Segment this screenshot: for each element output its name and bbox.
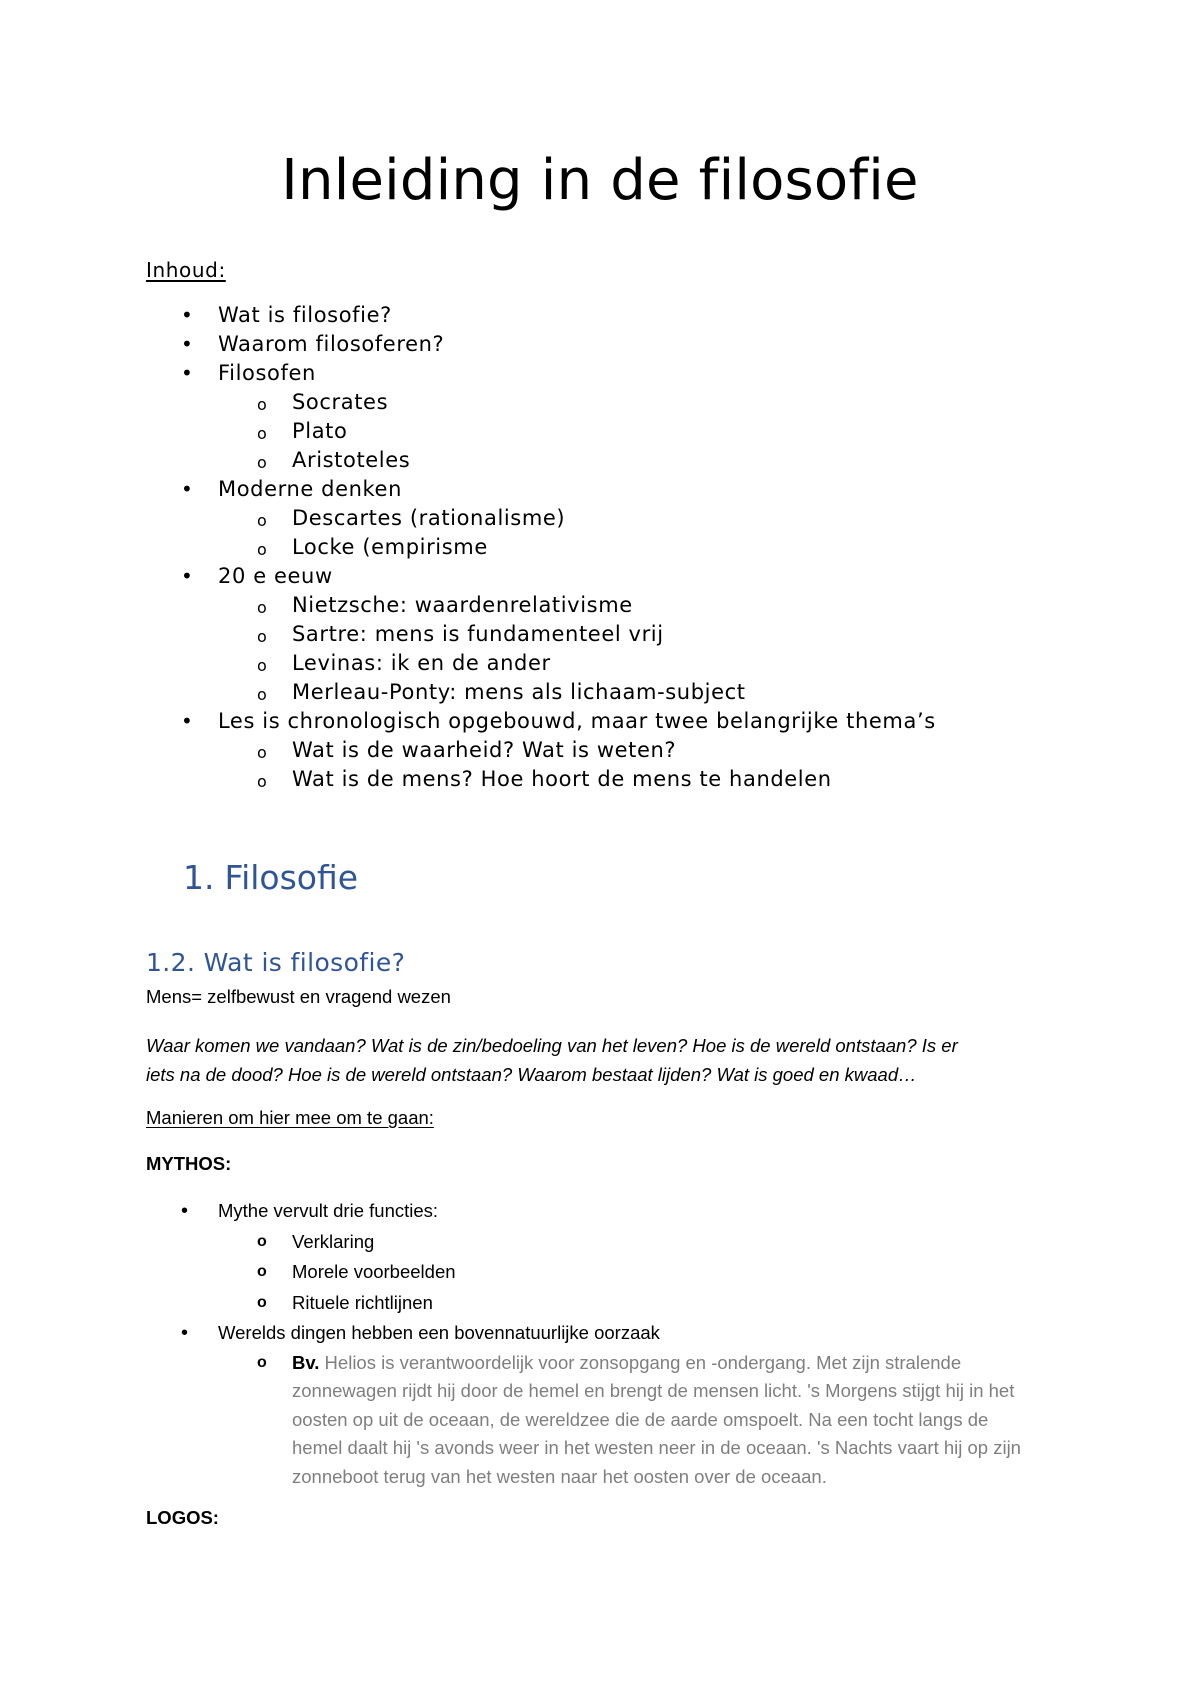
- section-title: Filosofie: [224, 858, 359, 897]
- list-item: • Mythe vervult drie functies:: [146, 1196, 1106, 1227]
- section-number: 1.: [183, 858, 215, 897]
- circle-bullet-icon: o: [257, 1353, 267, 1371]
- document-title: Inleiding in de filosofie: [281, 148, 919, 213]
- subsection-heading: 1.2. Wat is filosofie?: [146, 948, 406, 977]
- list-item: • Filosofen: [146, 359, 1106, 388]
- list-item: • Les is chronologisch opgebouwd, maar twee belangrijke thema’s: [146, 707, 1106, 736]
- list-item: o Rituele richtlijnen: [146, 1288, 1106, 1319]
- list-item: • Werelds dingen hebben een bovennatuurlijke oorzaak: [146, 1318, 1106, 1349]
- bullet-icon: •: [181, 1200, 189, 1222]
- circle-bullet-icon: o: [257, 656, 268, 675]
- list-item: o Wat is de mens? Hoe hoort de mens te handelen: [146, 765, 1106, 794]
- circle-bullet-icon: o: [257, 511, 268, 530]
- contents-heading: Inhoud:: [146, 258, 226, 282]
- example-line: hemel daalt hij 's avonds weer in het westen neer in de oceaan. 's Nachts vaart hij op zijn: [292, 1437, 1021, 1458]
- section-heading-filosofie: [183, 858, 358, 897]
- approach-heading: Manieren om hier mee om te gaan:: [146, 1107, 434, 1128]
- circle-bullet-icon: o: [257, 598, 268, 617]
- list-item: • Wat is filosofie?: [146, 301, 1106, 330]
- circle-bullet-icon: o: [257, 627, 268, 646]
- list-item: o Descartes (rationalisme): [146, 504, 1106, 533]
- circle-bullet-icon: o: [257, 743, 268, 762]
- lead-sentence: Mens= zelfbewust en vragend wezen: [146, 986, 451, 1007]
- list-item: o Wat is de waarheid? Wat is weten?: [146, 736, 1106, 765]
- mythos-list: [146, 1196, 1106, 1499]
- list-item: • Waarom filosoferen?: [146, 330, 1106, 359]
- circle-bullet-icon: o: [257, 772, 268, 791]
- paragraph-line: iets na de dood? Hoe is de wereld ontstaan? Waarom bestaat lijden? Wat is goed en kwaad…: [146, 1064, 917, 1085]
- questions-paragraph: [146, 1031, 958, 1089]
- list-item: o Socrates: [146, 388, 1106, 417]
- table-of-contents: [146, 301, 1106, 794]
- bullet-icon: •: [181, 477, 194, 501]
- circle-bullet-icon: o: [257, 1263, 267, 1280]
- mythos-heading: MYTHOS:: [146, 1153, 232, 1174]
- list-item: o Levinas: ik en de ander: [146, 649, 1106, 678]
- list-item: • Moderne denken: [146, 475, 1106, 504]
- bullet-icon: •: [181, 709, 194, 733]
- bullet-icon: •: [181, 564, 194, 588]
- bullet-icon: •: [181, 361, 194, 385]
- list-item: o Morele voorbeelden: [146, 1257, 1106, 1288]
- logos-heading: LOGOS:: [146, 1507, 219, 1528]
- bullet-icon: •: [181, 1322, 189, 1344]
- bullet-icon: •: [181, 332, 194, 356]
- list-item: o Aristoteles: [146, 446, 1106, 475]
- circle-bullet-icon: o: [257, 395, 268, 414]
- example-line: zonneboot terug van het westen naar het oosten over de oceaan.: [292, 1465, 827, 1487]
- example-line: zonnewagen rijdt hij door de hemel en brengt de mensen licht. 's Morgens stijgt hij in het: [292, 1380, 1015, 1401]
- list-item: o Sartre: mens is fundamenteel vrij: [146, 620, 1106, 649]
- circle-bullet-icon: o: [257, 540, 268, 559]
- circle-bullet-icon: o: [257, 1293, 267, 1311]
- example-text: [292, 1349, 1200, 1492]
- circle-bullet-icon: o: [257, 424, 268, 443]
- example-line: Helios is verantwoordelijk voor zonsopgang en -ondergang. Met zijn stralende: [319, 1351, 962, 1373]
- list-item: o Locke (empirisme: [146, 533, 1106, 562]
- list-item: o Merleau-Ponty: mens als lichaam-subject: [146, 678, 1106, 707]
- list-item: o Nietzsche: waardenrelativisme: [146, 591, 1106, 620]
- example-line: oosten op uit de oceaan, de wereldzee die de aarde omspoelt. Na een tocht langs de: [292, 1408, 989, 1430]
- circle-bullet-icon: o: [257, 1232, 267, 1250]
- list-item: • 20 e eeuw: [146, 562, 1106, 591]
- list-item: o Verklaring: [146, 1227, 1106, 1258]
- circle-bullet-icon: o: [257, 453, 268, 472]
- list-item: o Plato: [146, 417, 1106, 446]
- example-list-item: [146, 1349, 1106, 1499]
- paragraph-line: Waar komen we vandaan? Wat is de zin/bedoeling van het leven? Hoe is de wereld ontstaan? Is er: [146, 1035, 958, 1056]
- example-label: Bv.: [292, 1351, 320, 1373]
- circle-bullet-icon: o: [257, 685, 268, 704]
- bullet-icon: •: [181, 303, 194, 327]
